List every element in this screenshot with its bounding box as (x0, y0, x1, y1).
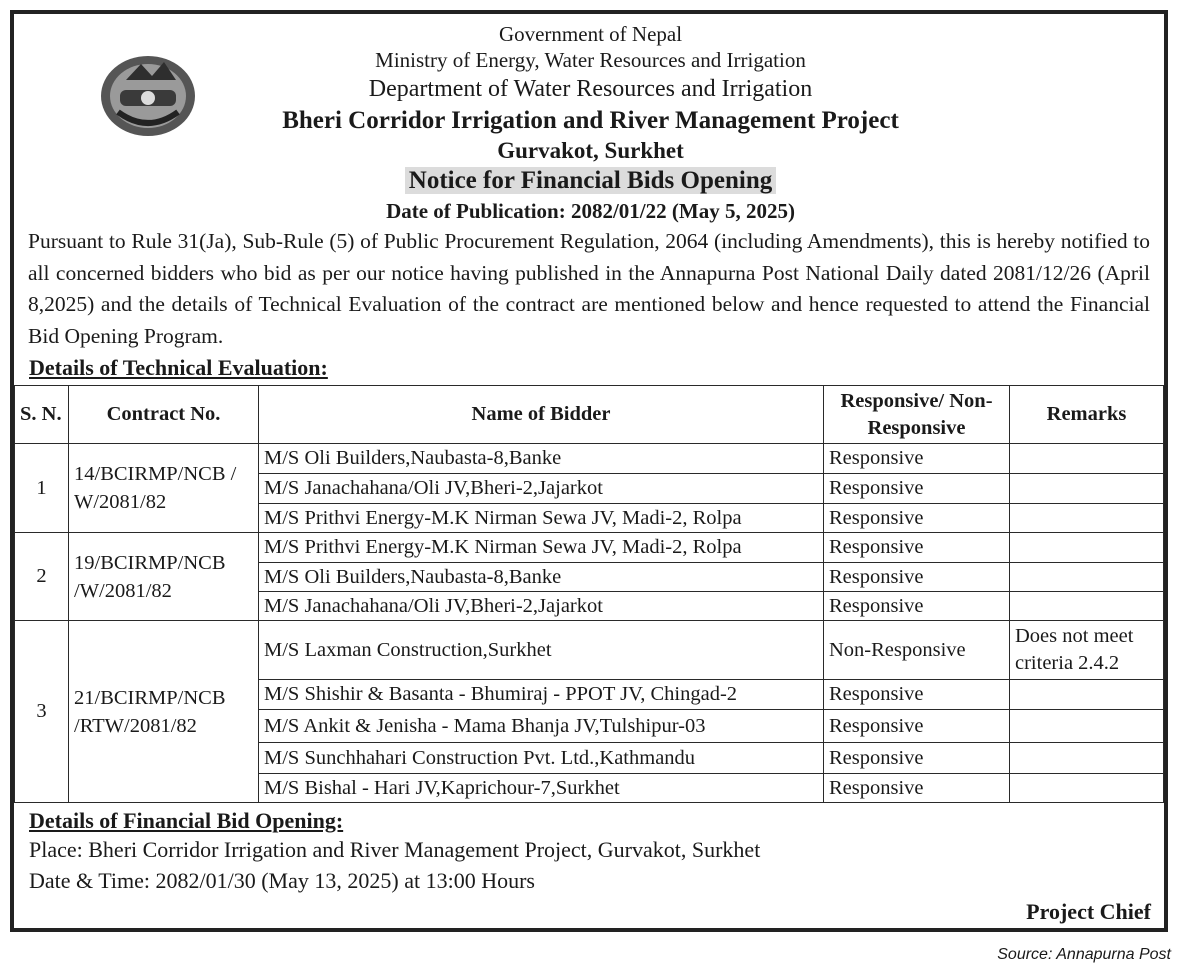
serial-number: 1 (15, 444, 69, 533)
contract-number: 19/BCIRMP/NCB /W/2081/82 (69, 533, 259, 621)
source-credit: Source: Annapurna Post (997, 946, 1171, 963)
column-header-responsive: Responsive/ Non-Responsive (824, 386, 1010, 444)
responsive-status: Responsive (824, 680, 1010, 710)
serial-number: 2 (15, 533, 69, 621)
remarks (1010, 743, 1164, 774)
bidder-name: M/S Laxman Construction,Surkhet (259, 621, 824, 680)
bidder-name: M/S Sunchhahari Construction Pvt. Ltd.,Kathmandu (259, 743, 824, 774)
remarks (1010, 444, 1164, 474)
contract-number: 14/BCIRMP/NCB / W/2081/82 (69, 444, 259, 533)
intro-paragraph: Pursuant to Rule 31(Ja), Sub-Rule (5) of Public Procurement Regulation, 2064 (including Amendments), this is hereby notified to all concerned bidders who bid as per our notice having published in the Annapurna Post National Daily dated 2081/12/26 (April 8,2025) and the details of Technical Evaluation of the contract are mentioned below and hence requested to attend the Financial Bid Opening Program. (28, 229, 1150, 348)
responsive-status: Responsive (824, 533, 1010, 563)
remarks (1010, 592, 1164, 621)
bidder-name: M/S Janachahana/Oli JV,Bheri-2,Jajarkot (259, 474, 824, 504)
notice-title: Notice for Financial Bids Opening (0, 167, 1181, 195)
column-header-contract: Contract No. (69, 386, 259, 444)
contract-number: 21/BCIRMP/NCB /RTW/2081/82 (69, 621, 259, 803)
remarks (1010, 474, 1164, 504)
table-row (15, 621, 1164, 680)
remarks (1010, 680, 1164, 710)
remarks (1010, 504, 1164, 533)
responsive-status: Responsive (824, 774, 1010, 803)
bidder-name: M/S Ankit & Jenisha - Mama Bhanja JV,Tulshipur-03 (259, 710, 824, 743)
signature-project-chief: Project Chief (1026, 899, 1151, 924)
publication-date: Date of Publication: 2082/01/22 (May 5, 2025) (386, 199, 795, 223)
responsive-status: Responsive (824, 504, 1010, 533)
responsive-status: Non-Responsive (824, 621, 1010, 680)
responsive-status: Responsive (824, 563, 1010, 592)
column-header-remarks: Remarks (1010, 386, 1164, 444)
opening-datetime: Date & Time: 2082/01/30 (May 13, 2025) at 13:00 Hours (29, 868, 535, 893)
government-name: Government of Nepal (498, 22, 683, 46)
project-name: Bheri Corridor Irrigation and River Management Project (282, 107, 899, 134)
bidder-name: M/S Bishal - Hari JV,Kaprichour-7,Surkhet (259, 774, 824, 803)
responsive-status: Responsive (824, 592, 1010, 621)
responsive-status: Responsive (824, 444, 1010, 474)
remarks (1010, 563, 1164, 592)
serial-number: 3 (15, 621, 69, 803)
responsive-status: Responsive (824, 474, 1010, 504)
technical-evaluation-table (14, 385, 1164, 803)
table-row (15, 444, 1164, 474)
column-header-bidder: Name of Bidder (259, 386, 824, 444)
column-header-sn: S. N. (15, 386, 69, 444)
responsive-status: Responsive (824, 710, 1010, 743)
remarks (1010, 710, 1164, 743)
bidder-name: M/S Prithvi Energy-M.K Nirman Sewa JV, Madi-2, Rolpa (259, 504, 824, 533)
bidder-name: M/S Oli Builders,Naubasta-8,Banke (259, 444, 824, 474)
responsive-status: Responsive (824, 743, 1010, 774)
remarks (1010, 774, 1164, 803)
department-name: Department of Water Resources and Irrigation (368, 76, 813, 102)
remarks (1010, 533, 1164, 563)
financial-opening-title: Details of Financial Bid Opening: (29, 808, 344, 833)
bidder-name: M/S Prithvi Energy-M.K Nirman Sewa JV, Madi-2, Rolpa (259, 533, 824, 563)
bidder-name: M/S Shishir & Basanta - Bhumiraj - PPOT JV, Chingad-2 (259, 680, 824, 710)
bidder-name: M/S Oli Builders,Naubasta-8,Banke (259, 563, 824, 592)
opening-place: Place: Bheri Corridor Irrigation and River Management Project, Gurvakot, Surkhet (29, 837, 761, 862)
ministry-name: Ministry of Energy, Water Resources and Irrigation (375, 48, 806, 72)
remarks: Does not meet criteria 2.4.2 (1010, 621, 1164, 680)
project-location: Gurvakot, Surkhet (497, 138, 684, 163)
table-row (15, 533, 1164, 563)
technical-evaluation-title: Details of Technical Evaluation: (29, 355, 328, 380)
bidder-name: M/S Janachahana/Oli JV,Bheri-2,Jajarkot (259, 592, 824, 621)
